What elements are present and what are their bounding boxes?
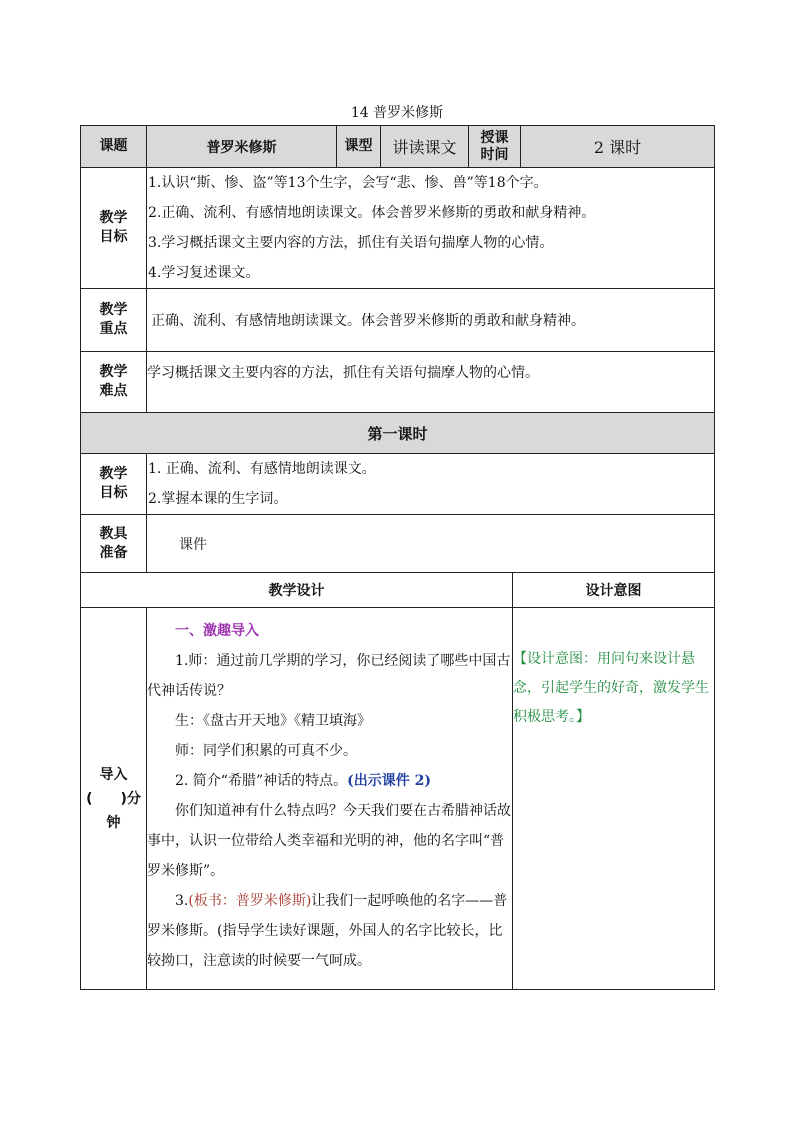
section-title: 一、激趣导入 <box>175 623 259 639</box>
intro-paragraph: 生：《盘古开天地》《精卫填海》 <box>175 713 371 729</box>
difficulty-row <box>81 352 715 413</box>
lesson-plan-table <box>80 125 715 990</box>
intro-p4-text: 2. 简介“希腊”神话的特点。 <box>175 773 348 789</box>
lesson1-goals-label-line1: 教学 <box>99 466 128 482</box>
intent-text: 【设计意图：用问句来设计悬念，引起学生的好奇，激发学生积极思考。】 <box>513 651 709 725</box>
goal-item: 1.认识“斯、惨、盗”等13个生字，会写“悲、惨、兽”等18个字。 <box>148 175 548 191</box>
type-label: 课型 <box>337 126 381 168</box>
lesson1-heading-row <box>81 413 715 454</box>
goals-label-line1: 教学 <box>99 210 128 226</box>
difficulty-label-line2: 难点 <box>99 383 128 399</box>
goals-label <box>81 168 147 289</box>
tools-text: 课件 <box>147 515 715 573</box>
difficulty-label-line1: 教学 <box>99 364 128 380</box>
goals-row <box>81 168 715 289</box>
time-label-line1: 授课 <box>480 129 509 146</box>
tools-row <box>81 515 715 573</box>
focus-text: 正确、流利、有感情地朗读课文。体会普罗米修斯的勇敢和献身精神。 <box>147 289 715 352</box>
topic-label: 课题 <box>81 126 147 168</box>
goals-content <box>147 168 715 289</box>
header-row <box>81 126 715 168</box>
intro-paragraph: 你们知道神有什么特点吗？今天我们要在古希腊神话故事中，认识一位带给人类幸福和光明的神，他的名字叫“普罗米修斯”。 <box>147 803 511 879</box>
lesson1-goals-label-line2: 目标 <box>99 485 128 501</box>
lesson1-heading: 第一课时 <box>81 413 715 454</box>
intro-label-line2: ( )分 <box>86 790 141 807</box>
intro-p6-num: 3. <box>175 893 189 909</box>
intro-label-line1: 导入 <box>99 766 128 783</box>
time-label <box>469 126 521 168</box>
tools-label-line2: 准备 <box>99 544 128 561</box>
focus-label <box>81 289 147 352</box>
intro-paragraph: 1.师：通过前几学期的学习，你已经阅读了哪些中国古代神话传说？ <box>147 653 511 699</box>
tools-label-line1: 教具 <box>99 525 128 542</box>
intro-p6-text: 让我们一起呼唤他的名字——普罗米修斯。(指导学生读好课题，外国人的名字比较长，比较拗口，注意读的时候要一气呵成。 <box>147 893 508 969</box>
focus-label-line2: 重点 <box>99 321 128 337</box>
board-note: (板书：普罗米修斯) <box>188 893 312 909</box>
goal-item: 2.正确、流利、有感情地朗读课文。体会普罗米修斯的勇敢和献身精神。 <box>148 205 596 221</box>
intro-paragraph <box>147 886 512 976</box>
focus-label-line1: 教学 <box>99 302 128 318</box>
difficulty-text: 学习概括课文主要内容的方法，抓住有关语句揣摩人物的心情。 <box>147 352 715 413</box>
goal-item: 3.学习概括课文主要内容的方法，抓住有关语句揣摩人物的心情。 <box>148 235 554 251</box>
design-header-row <box>81 573 715 608</box>
time-label-line2: 时间 <box>480 146 509 163</box>
lesson1-goals-content <box>147 454 715 515</box>
intro-row <box>81 608 715 990</box>
lesson1-goal-item: 2.掌握本课的生字词。 <box>148 491 288 507</box>
intro-paragraph: 师：同学们积累的可真不少。 <box>175 743 357 759</box>
time-value: 2 课时 <box>521 126 715 168</box>
courseware-note: (出示课件 2) <box>347 773 431 789</box>
tools-label <box>81 515 147 573</box>
intro-design <box>147 608 513 990</box>
difficulty-label <box>81 352 147 413</box>
intro-intent <box>513 608 715 990</box>
design-header: 教学设计 <box>81 573 513 608</box>
intro-paragraph <box>147 766 512 796</box>
intent-header: 设计意图 <box>513 573 715 608</box>
intro-label <box>81 608 147 990</box>
page-title: 14 普罗米修斯 <box>350 105 444 121</box>
focus-row <box>81 289 715 352</box>
type-value: 讲读课文 <box>381 126 469 168</box>
lesson1-goals-row <box>81 454 715 515</box>
topic-value: 普罗米修斯 <box>147 126 337 168</box>
lesson1-goal-item: 1. 正确、流利、有感情地朗读课文。 <box>148 461 376 477</box>
goals-label-line2: 目标 <box>99 229 128 245</box>
lesson1-goals-label <box>81 454 147 515</box>
goal-item: 4.学习复述课文。 <box>148 265 260 281</box>
intro-label-line3: 钟 <box>106 814 121 831</box>
